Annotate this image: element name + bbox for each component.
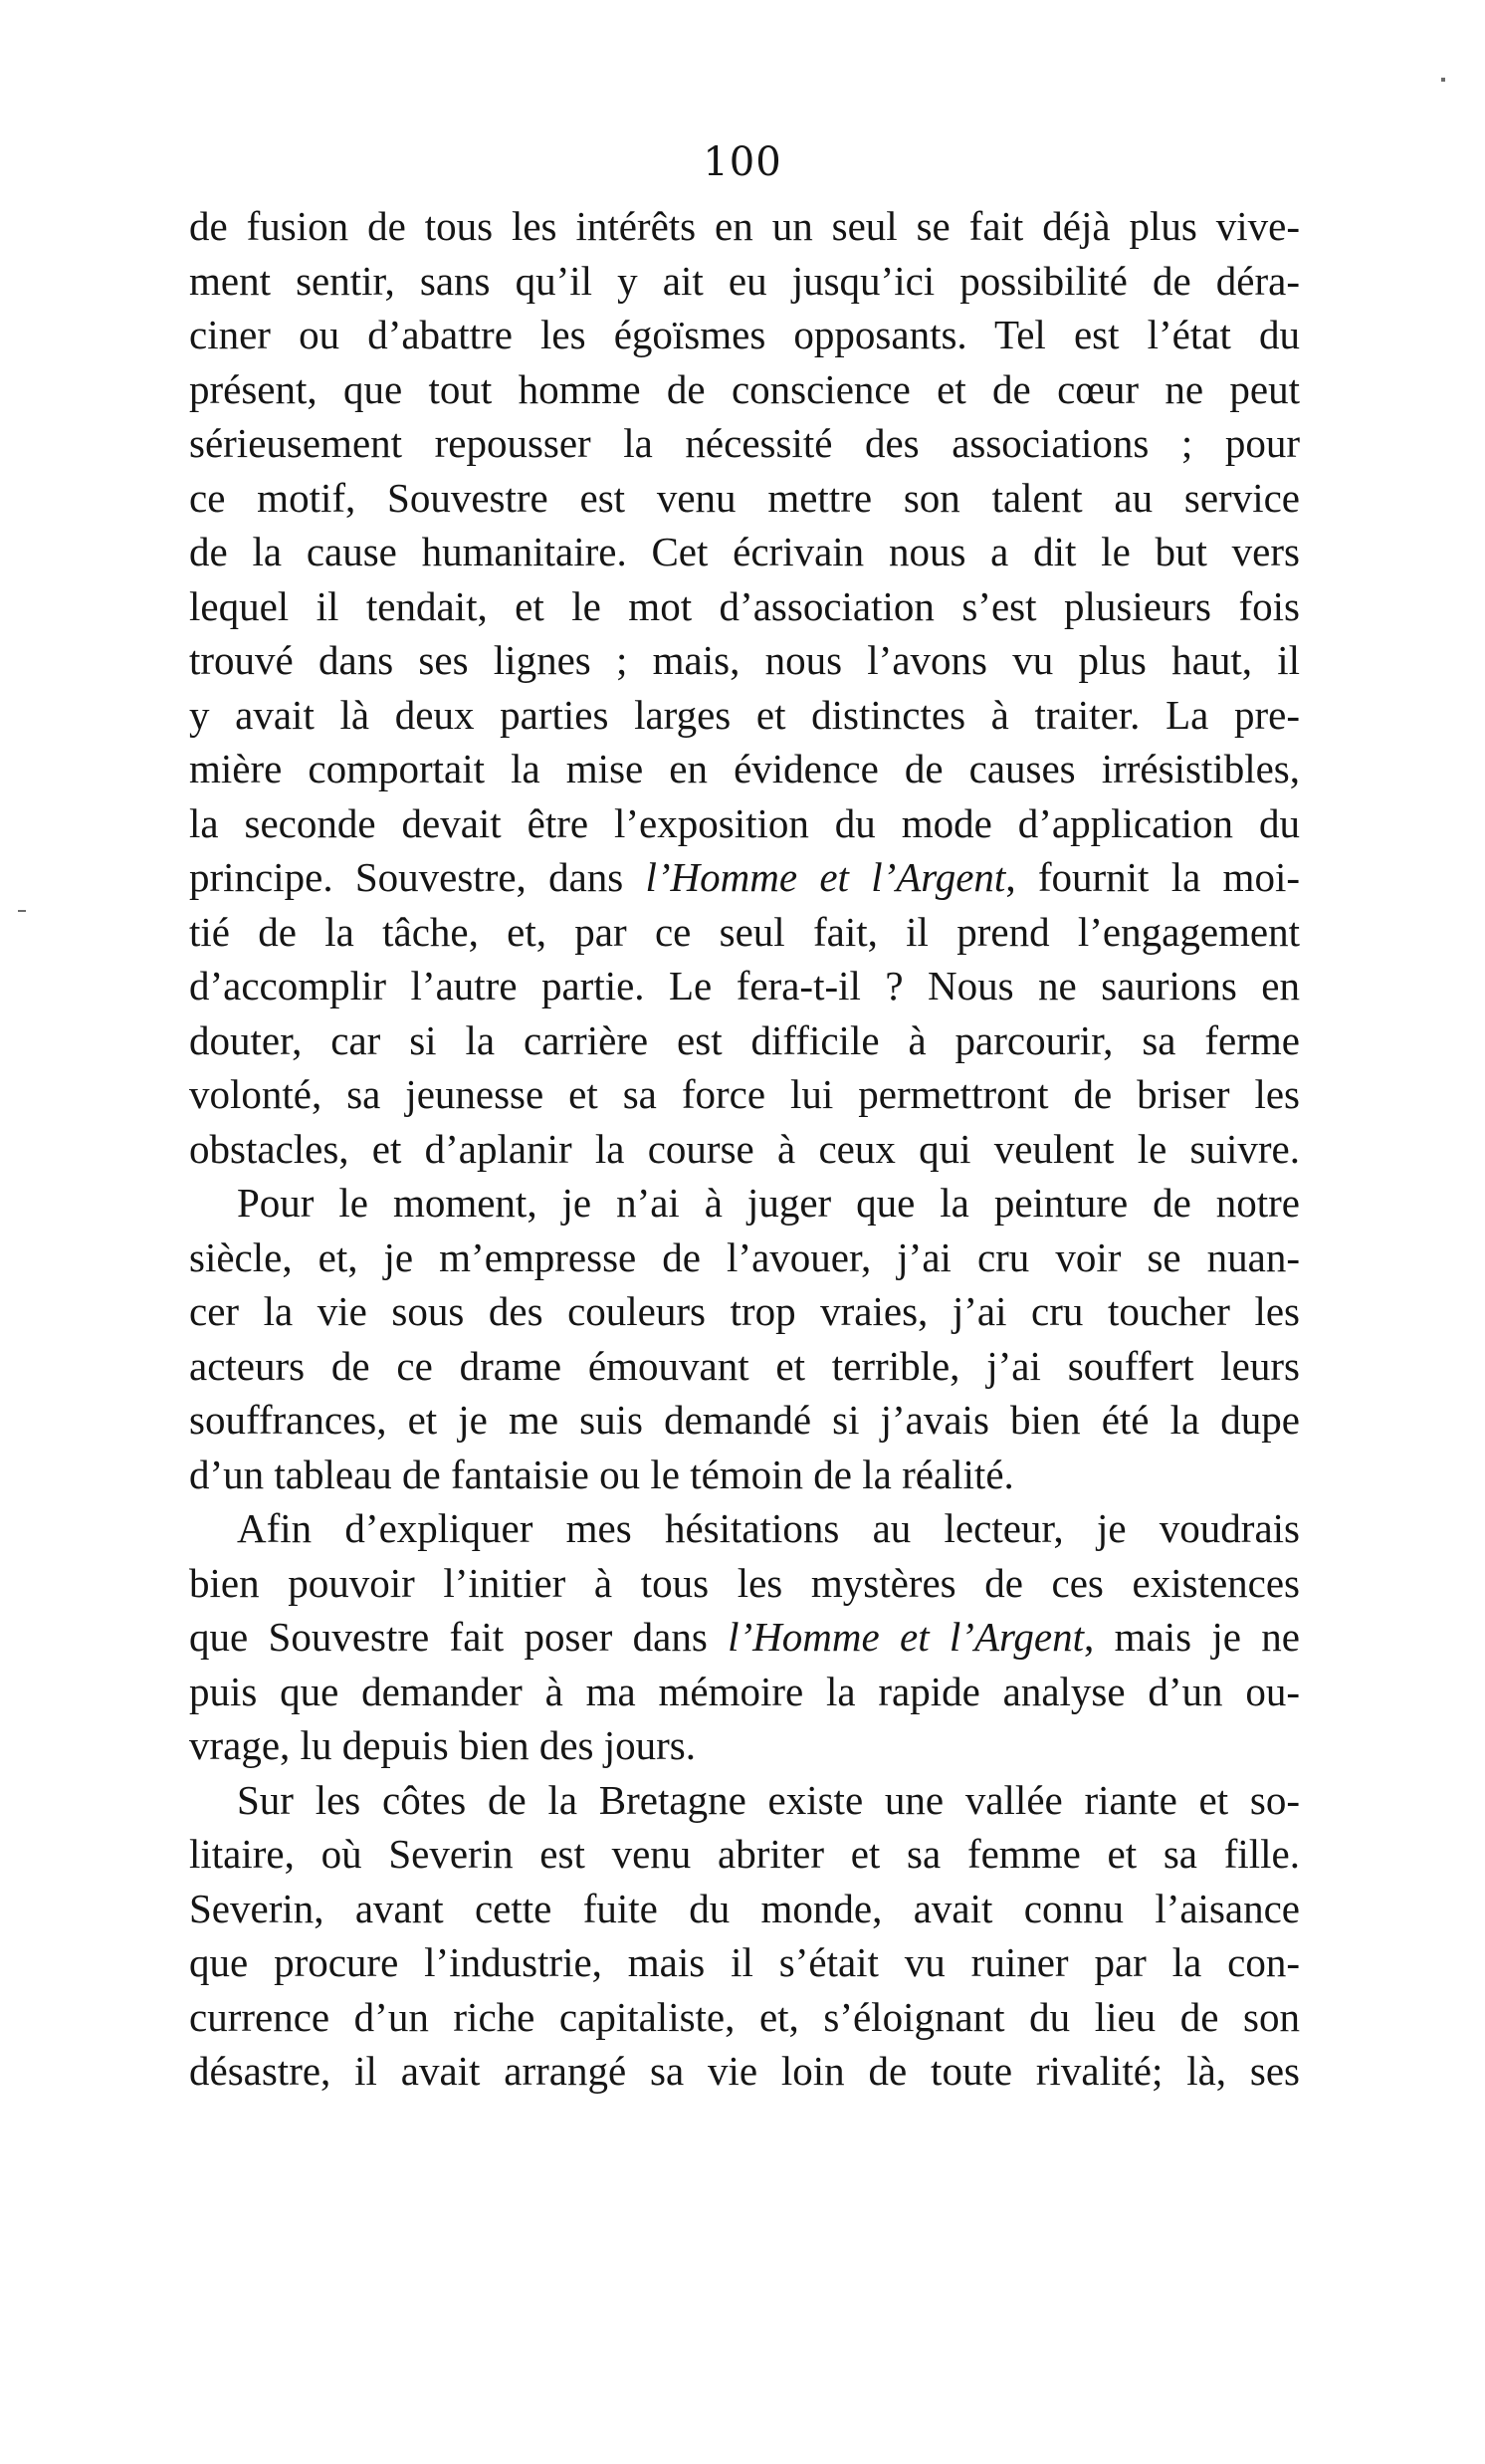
book-title: l’Homme et l’Argent xyxy=(728,1614,1085,1660)
scan-speck xyxy=(1441,78,1445,82)
text-line: tié de la tâche, et, par ce seul fait, il prend l’engagement xyxy=(189,908,1300,955)
text-line: y avait là deux parties larges et distinctes à traiter. La pre- xyxy=(189,691,1300,738)
text-line: mière comportait la mise en évidence de causes irrésistibles, xyxy=(189,746,1300,791)
text-line: ce motif, Souvestre est venu mettre son talent au service xyxy=(189,474,1300,521)
text-line: souffrances, et je me suis demandé si j’avais bien été la dupe xyxy=(189,1397,1300,1443)
book-title: l’Homme et l’Argent xyxy=(645,854,1006,900)
text-line: Pour le moment, je n’ai à juger que la peinture de notre xyxy=(237,1180,1300,1226)
text-line: bien pouvoir l’initier à tous les mystères de ces existences xyxy=(189,1559,1300,1606)
text-line: Sur les côtes de la Bretagne existe une vallée riante et so- xyxy=(237,1776,1300,1823)
text-line: désastre, il avait arrangé sa vie loin de toute rivalité; là, ses xyxy=(189,2048,1300,2094)
text-line: Severin, avant cette fuite du monde, avait connu l’aisance xyxy=(189,1885,1300,1931)
text-line: volonté, sa jeunesse et sa force lui permettront de briser les xyxy=(189,1071,1300,1117)
text-line: d’accomplir l’autre partie. Le fera-t-il ? Nous ne saurions en xyxy=(189,963,1300,1008)
text-line: d’un tableau de fantaisie ou le témoin de la réalité. xyxy=(189,1451,1014,1497)
text-line: sérieusement repousser la nécessité des associations ; pour xyxy=(189,420,1300,466)
text-line: obstacles, et d’aplanir la course à ceux qui veulent le suivre. xyxy=(189,1125,1300,1172)
text-line: currence d’un riche capitaliste, et, s’éloignant du lieu de son xyxy=(189,1993,1300,2040)
text-line: de fusion de tous les intérêts en un seul se fait déjà plus vive- xyxy=(189,203,1300,249)
text-line: cer la vie sous des couleurs trop vraies, j’ai cru toucher les xyxy=(189,1288,1300,1334)
text-line: ment sentir, sans qu’il y ait eu jusqu’ici possibilité de déra- xyxy=(189,257,1300,304)
text-line: la seconde devait être l’exposition du mode d’application du xyxy=(189,799,1300,846)
text-line: douter, car si la carrière est difficile à parcourir, sa ferme xyxy=(189,1016,1300,1063)
body-text xyxy=(189,199,1300,2099)
text-line: de la cause humanitaire. Cet écrivain nous a dit le but vers xyxy=(189,529,1300,574)
text-line: siècle, et, je m’empresse de l’avouer, j’ai cru voir se nuan- xyxy=(189,1233,1300,1280)
text-line: que procure l’industrie, mais il s’était vu ruiner par la con- xyxy=(189,1939,1300,1985)
text-line: que Souvestre fait poser dans l’Homme et l’Argent, mais je ne xyxy=(189,1614,1300,1660)
text-line: Afin d’expliquer mes hésitations au lecteur, je voudrais xyxy=(237,1505,1300,1551)
text-line: ciner ou d’abattre les égoïsmes opposants. Tel est l’état du xyxy=(189,312,1300,357)
text-line: lequel il tendait, et le mot d’association s’est plusieurs fois xyxy=(189,582,1300,629)
text-line: litaire, où Severin est venu abriter et sa femme et sa fille. xyxy=(189,1831,1300,1877)
scan-speck xyxy=(18,910,26,912)
text-line: trouvé dans ses lignes ; mais, nous l’avons vu plus haut, il xyxy=(189,637,1300,683)
text-line: vrage, lu depuis bien des jours. xyxy=(189,1722,696,1768)
page-number: 100 xyxy=(703,139,782,185)
text-line: acteurs de ce drame émouvant et terrible, j’ai souffert leurs xyxy=(189,1342,1300,1389)
text-line: présent, que tout homme de conscience et de cœur ne peut xyxy=(189,365,1300,412)
text-line: principe. Souvestre, dans l’Homme et l’Argent, fournit la moi- xyxy=(189,854,1300,900)
text-line: puis que demander à ma mémoire la rapide analyse d’un ou- xyxy=(189,1668,1300,1714)
